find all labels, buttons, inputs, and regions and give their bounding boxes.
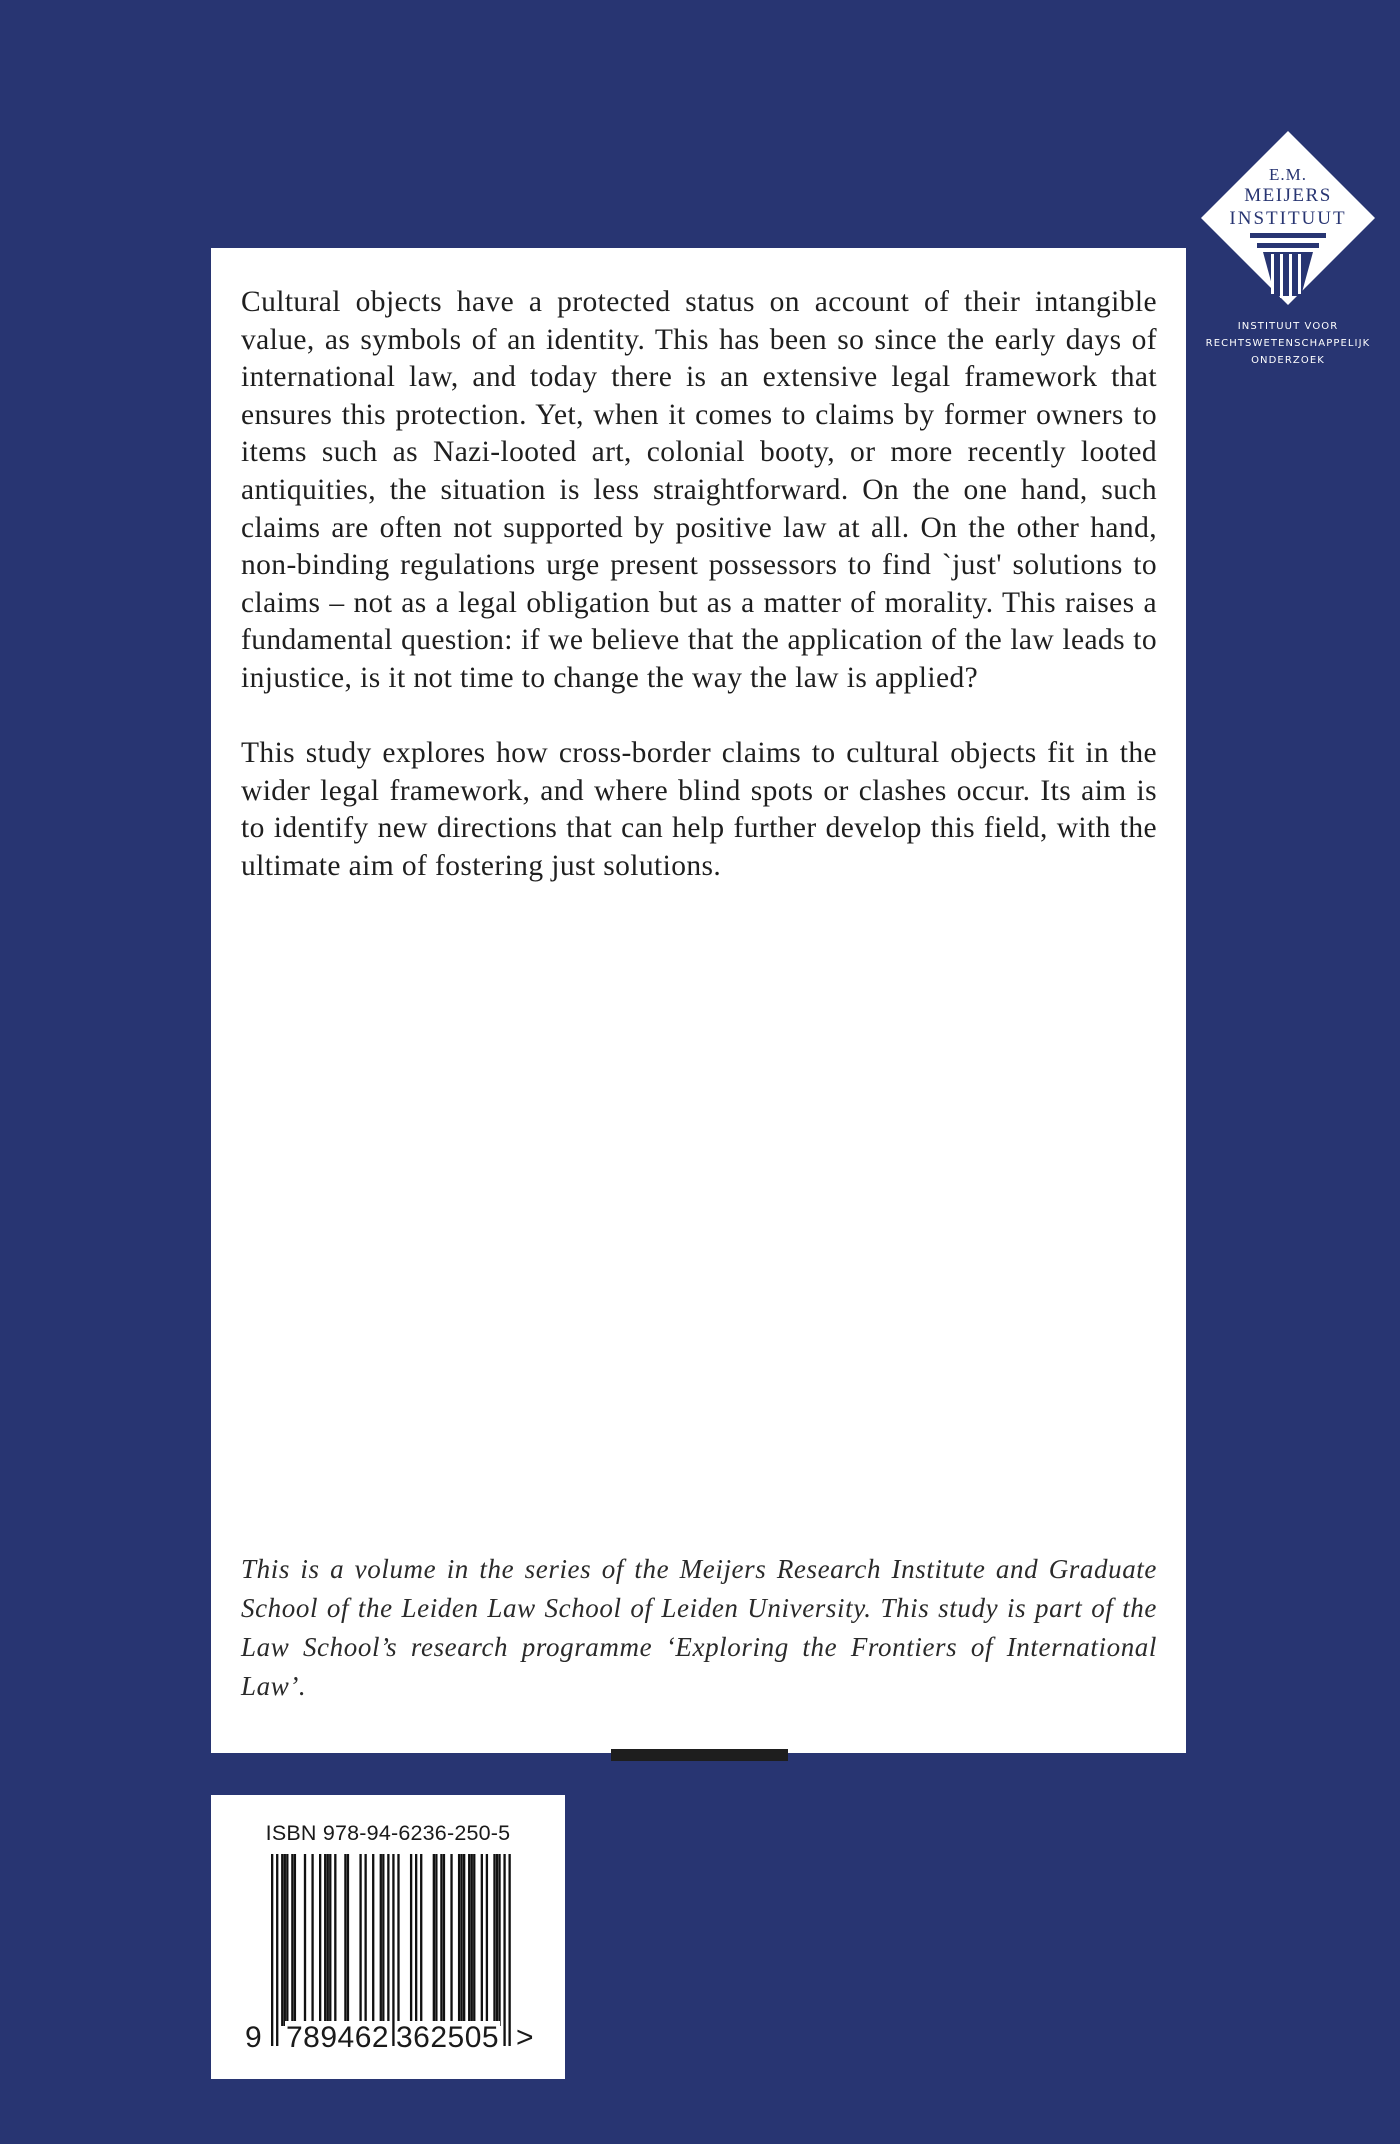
barcode-bar bbox=[347, 1854, 349, 2026]
barcode-guard-bar bbox=[508, 1854, 510, 2046]
barcode-bar bbox=[359, 1854, 361, 2026]
barcode-bar bbox=[498, 1854, 500, 2026]
barcode-guard-bar bbox=[392, 1854, 394, 2046]
barcode-bar bbox=[324, 1854, 326, 2026]
barcode-bar bbox=[493, 1854, 495, 2026]
barcode-bar bbox=[460, 1854, 462, 2026]
isbn-label: ISBN 978-94-6236-250-5 bbox=[265, 1821, 511, 1845]
barcode-bar bbox=[458, 1854, 460, 2026]
barcode-bar bbox=[286, 1854, 288, 2026]
ean-quiet-zone-arrow: > bbox=[516, 2021, 534, 2054]
barcode-guard-bar bbox=[387, 1854, 389, 2046]
barcode-bar bbox=[420, 1854, 422, 2026]
barcode-bar bbox=[291, 1854, 293, 2026]
barcode-bar bbox=[433, 1854, 435, 2026]
barcode-bar bbox=[380, 1854, 382, 2026]
meijers-instituut-logo bbox=[1196, 126, 1380, 310]
blurb-paragraph: This study explores how cross-border claims to cultural objects fit in the wider legal framework, and where blind spots or clashes occur. Its aim is to identify new directions that can help further develop this field, with the ultimate aim of fostering just solutions. bbox=[241, 737, 1157, 882]
barcode-bar bbox=[372, 1854, 374, 2026]
ean-right-group: 362505 bbox=[396, 2021, 500, 2054]
ean-first-digit: 9 bbox=[245, 2021, 262, 2054]
barcode-guard-bar bbox=[271, 1854, 273, 2046]
barcode-guard-bar bbox=[503, 1854, 505, 2046]
logo-caption-line: ONDERZOEK bbox=[1251, 355, 1325, 366]
barcode-bar bbox=[440, 1854, 442, 2026]
barcode-bar bbox=[473, 1854, 475, 2026]
barcode-bar bbox=[382, 1854, 384, 2026]
barcode-bar bbox=[329, 1854, 331, 2026]
logo-diamond bbox=[1196, 126, 1380, 310]
barcode-bar bbox=[435, 1854, 437, 2026]
barcode-bar bbox=[468, 1854, 470, 2026]
logo-caption-line: INSTITUUT VOOR bbox=[1237, 321, 1339, 332]
barcode-bar bbox=[463, 1854, 465, 2026]
blurb-paragraph: Cultural objects have a protected status on account of their intangible value, as symbols of an identity. This has been so since the early days of international law, and today there is an extensive legal framework that ensures this protection. Yet, when it comes to claims by former owners to items such as Nazi-looted art, colonial booty, or more recently looted antiquities, the situation is less straightforward. On the one hand, such claims are often not supported by positive law at all. On the other hand, non-binding regulations urge present possessors to find `just' solutions to claims – not as a legal obligation but as a matter of morality. This raises a fundamental question: if we believe that the application of the law leads to injustice, is it not time to change the way the law is applied? bbox=[241, 286, 1157, 694]
barcode-bar bbox=[410, 1854, 412, 2026]
barcode-bar bbox=[311, 1854, 313, 2026]
back-cover-panel bbox=[211, 248, 1186, 1753]
barcode-bar bbox=[486, 1854, 488, 2026]
barcode-bar bbox=[319, 1854, 321, 2026]
barcode-bar bbox=[415, 1854, 417, 2026]
logo-caption-line: RECHTSWETENSCHAPPELIJK bbox=[1205, 338, 1371, 349]
logo-line-3: INSTITUUT bbox=[1229, 208, 1347, 229]
barcode-bar bbox=[450, 1854, 452, 2026]
barcode-icon bbox=[271, 1854, 511, 2046]
barcode-guard-bar bbox=[276, 1854, 278, 2046]
barcode-bar bbox=[344, 1854, 346, 2026]
logo-line-2: MEIJERS bbox=[1244, 185, 1332, 206]
series-note: This is a volume in the series of the Meijers Research Institute and Graduate School of the Leiden Law School of Leiden University. This study is part of the Law School’s research programme ‘Exploring the Frontiers of International Law’. bbox=[241, 1554, 1157, 1701]
barcode-bar bbox=[294, 1854, 296, 2026]
decorative-bar bbox=[611, 1749, 788, 1761]
barcode-bar bbox=[496, 1854, 498, 2026]
barcode-bar bbox=[481, 1854, 483, 2026]
barcode-bar bbox=[471, 1854, 473, 2026]
barcode-bar bbox=[397, 1854, 399, 2026]
logo-caption bbox=[1190, 318, 1386, 369]
ean-left-group: 789462 bbox=[286, 2021, 390, 2054]
barcode-bar bbox=[334, 1854, 336, 2026]
barcode-bar bbox=[281, 1854, 283, 2026]
barcode-bar bbox=[327, 1854, 329, 2026]
barcode-bar bbox=[284, 1854, 286, 2026]
barcode-bar bbox=[443, 1854, 445, 2026]
logo-line-1: E.M. bbox=[1269, 165, 1307, 184]
blurb bbox=[241, 284, 1157, 923]
barcode-bar bbox=[364, 1854, 366, 2026]
barcode-bar bbox=[304, 1854, 306, 2026]
isbn-barcode-box bbox=[211, 1795, 565, 2079]
